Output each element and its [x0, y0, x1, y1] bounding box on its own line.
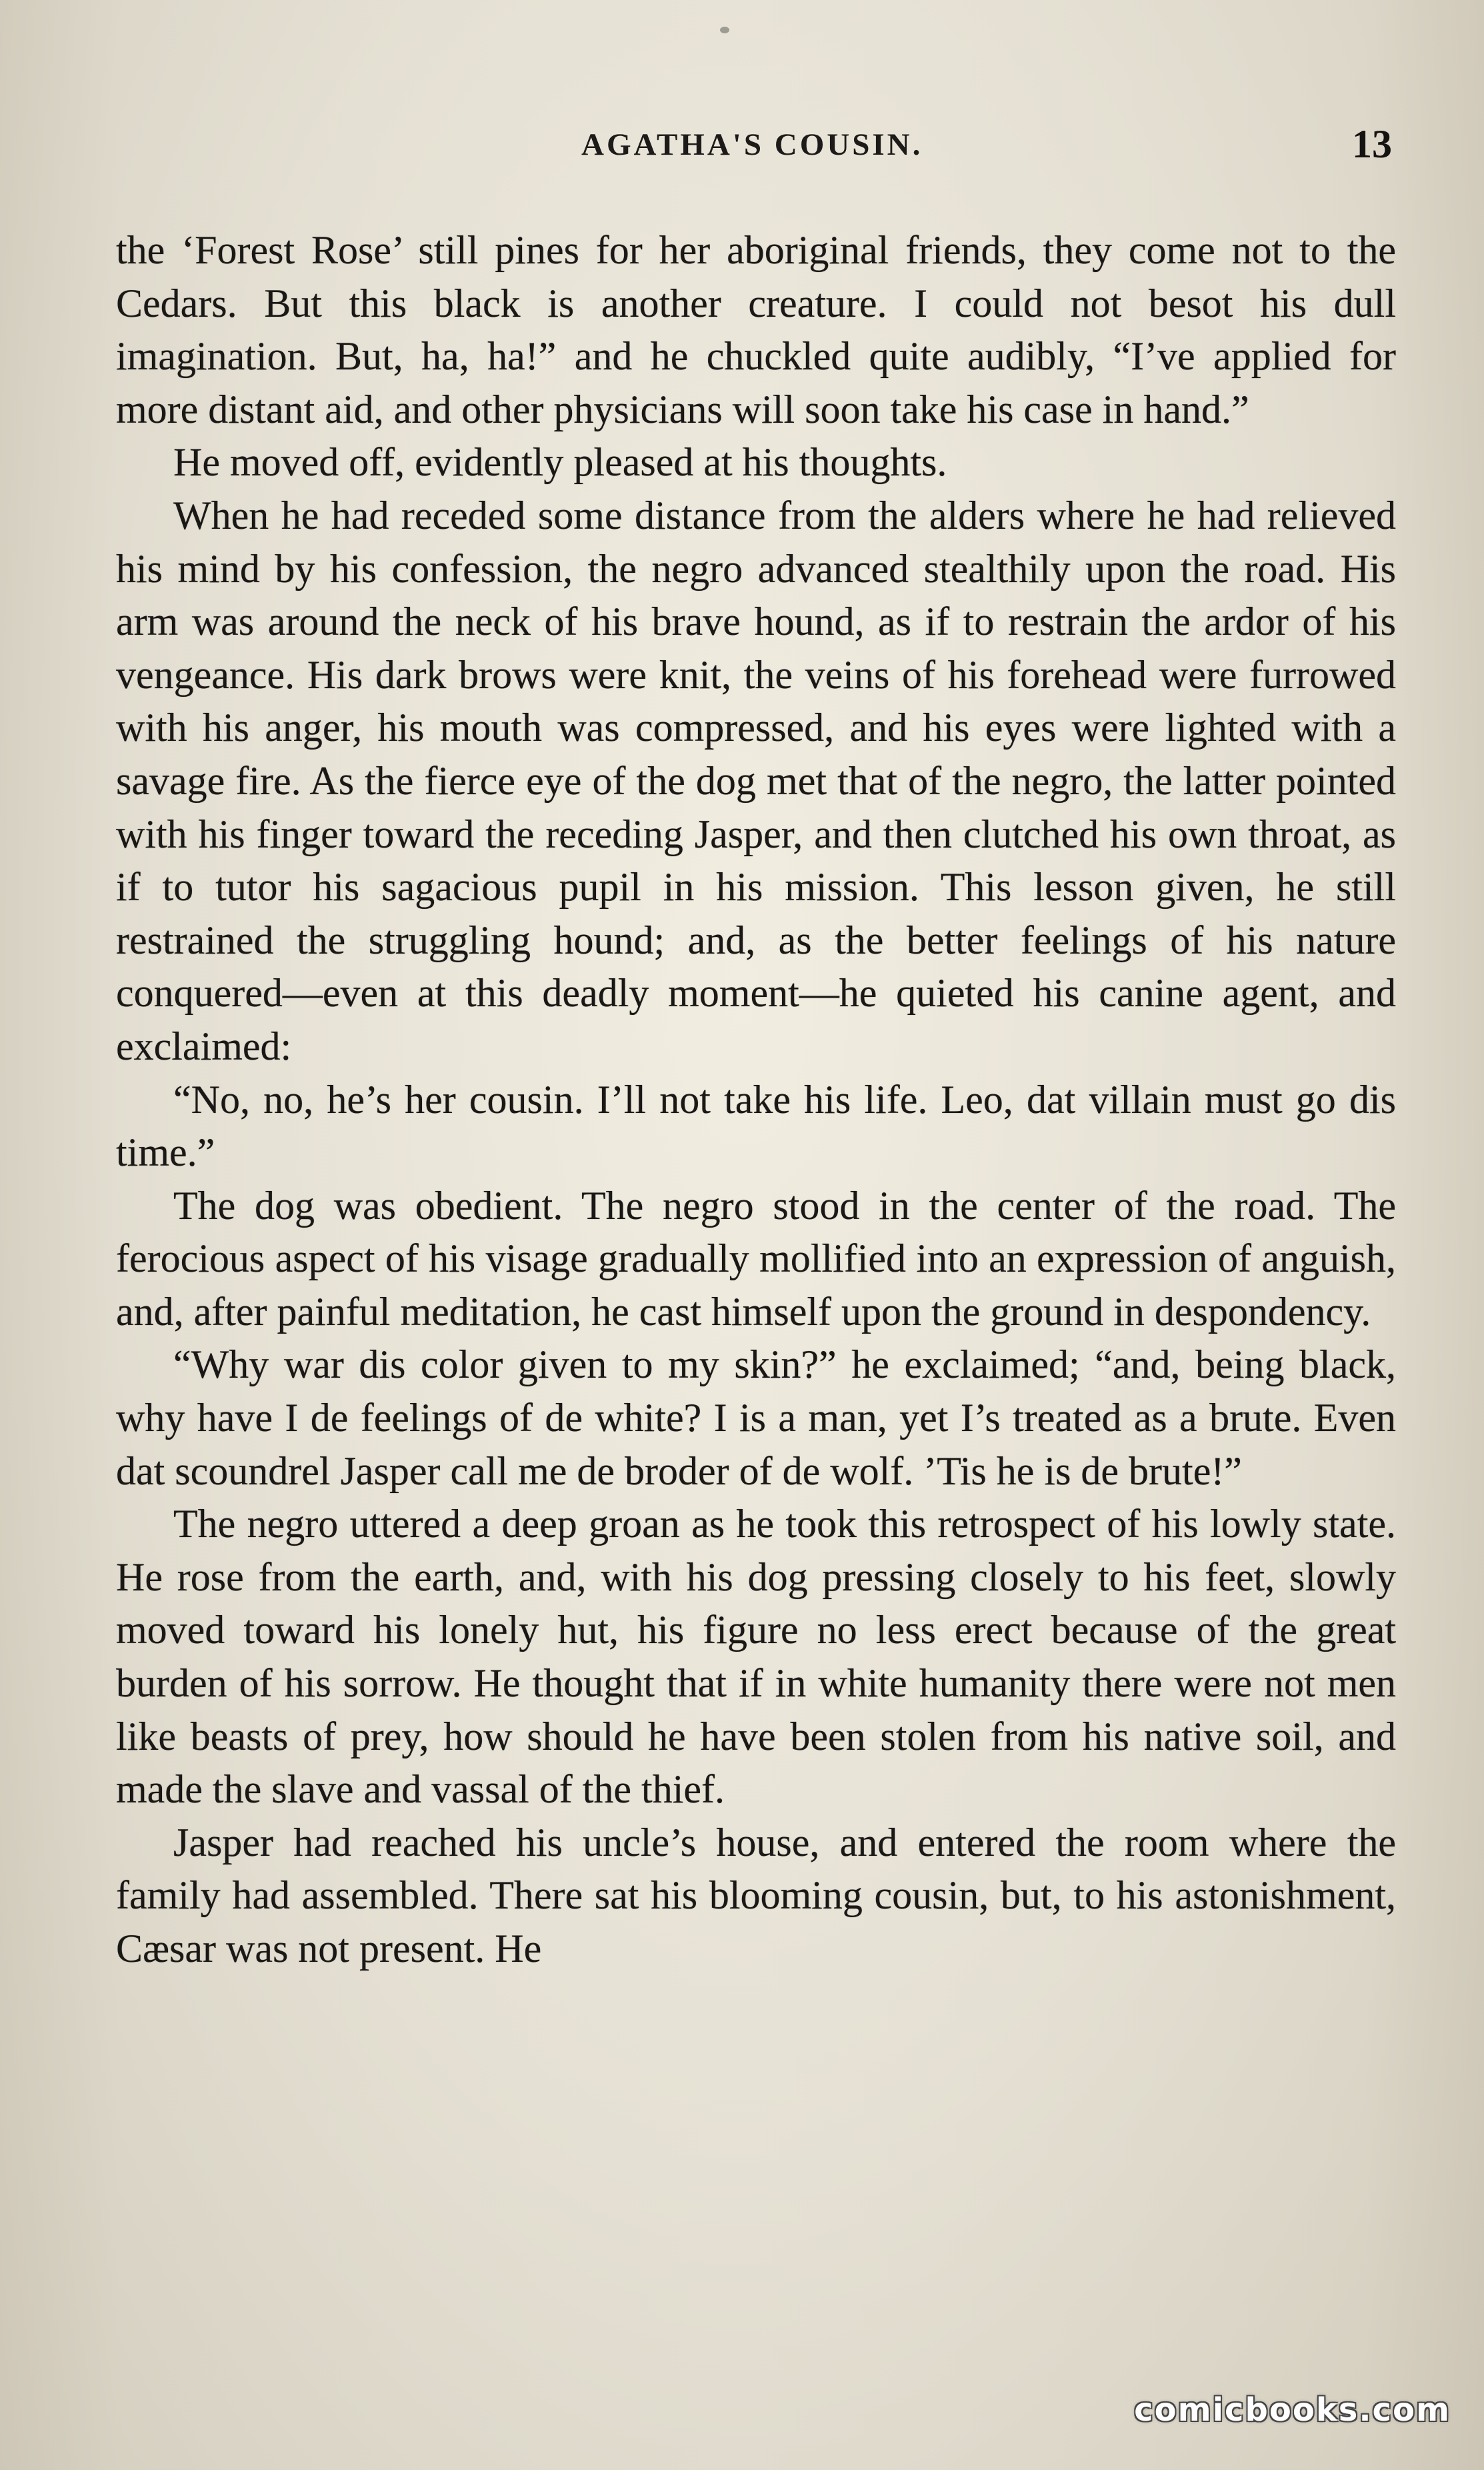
paragraph: The negro uttered a deep groan as he took this retrospect of his lowly state. He rose from the earth, and, with his dog pressing closely to his feet, slowly moved toward his lonely hut, his figure no less erect because of the great burden of his sorrow. He thought that if in white humanity there were not men like beasts of prey, how should he have been stolen from his native soil, and made the slave and vassal of the thief.: [116, 1502, 1396, 1812]
paragraph: When he had receded some distance from the alders where he had relieved his mind by his confession, the negro advanced stealthily upon the road. His arm was around the neck of his brave hound, as if to restrain the ardor of his vengeance. His dark brows were knit, the veins of his forehead were furrowed with his anger, his mouth was compressed, and his eyes were lighted with a savage fire. As the fierce eye of the dog met that of the negro, the latter pointed with his finger toward the receding Jasper, and then clutched his own throat, as if to tutor his sagacious pupil in his mission. This lesson given, he still restrained the struggling hound; and, as the better feelings of his nature conquered—even at this deadly moment—he quieted his canine agent, and exclaimed:: [116, 493, 1396, 1068]
paragraph: Jasper had reached his uncle’s house, and entered the room where the family had assembled. There sat his blooming cousin, but, to his astonishment, Cæsar was not present. He: [116, 1820, 1396, 1971]
paragraph: “Why war dis color given to my skin?” he exclaimed; “and, being black, why have I de feelings of de white? I is a man, yet I’s treated as a brute. Even dat scoundrel Jasper call me de broder of de wolf. ’Tis he is de brute!”: [116, 1342, 1396, 1493]
page-number: 13: [1352, 122, 1392, 166]
running-head: [0, 122, 1484, 173]
paragraph: The dog was obedient. The negro stood in the center of the road. The ferocious aspect of his visage gradually mollified into an expression of anguish, and, after painful meditation, he cast himself upon the ground in despondency.: [116, 1183, 1396, 1334]
watermark: comicbooks.com: [1134, 2391, 1451, 2429]
ink-speck: [720, 27, 729, 33]
paragraph: “No, no, he’s her cousin. I’ll not take his life. Leo, dat villain must go dis time.”: [116, 1077, 1396, 1175]
running-title: AGATHA'S COUSIN.: [581, 127, 923, 162]
body-text: [116, 224, 1396, 1976]
paragraph: the ‘Forest Rose’ still pines for her aboriginal friends, they come not to the Cedars. But this black is another creature. I could not besot his dull imagination. But, ha, ha!” and he chuckled quite audibly, “I’ve applied for more distant aid, and other physicians will soon take his case in hand.”: [116, 228, 1396, 431]
paragraph: He moved off, evidently pleased at his thoughts.: [173, 440, 947, 485]
